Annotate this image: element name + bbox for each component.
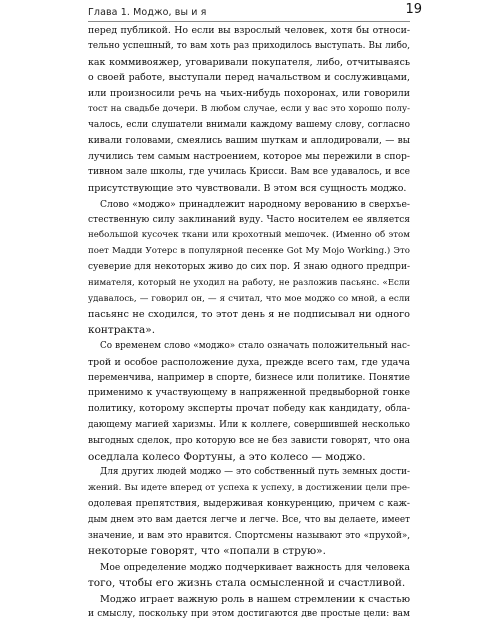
text-line: перед публикой. Но если вы взрослый человек, хотя бы относи- bbox=[88, 25, 410, 36]
text-line: некоторые говорят, что «попали в струю». bbox=[88, 545, 326, 558]
text-line: жений. Вы идете вперед от успеха к успеху, в достижении цели пре- bbox=[88, 483, 410, 494]
text-line: удавалось, — говорил он, — я считал, что мое моджо со мной, а если bbox=[88, 293, 410, 304]
text-line: того, чтобы его жизнь стала осмысленной и счастливой. bbox=[88, 576, 406, 589]
text-line: нимателя, который не уходил на работу, не разложив пасьянс. «Если bbox=[88, 277, 410, 288]
text-line: трой и особое расположение духа, прежде всего там, где удача bbox=[88, 356, 410, 368]
text-line: дающему магией харизмы. Или к коллеге, совершившей несколько bbox=[88, 419, 410, 430]
text-line: как коммивояжер, уговаривали покупателя, либо, отчитываясь bbox=[88, 56, 410, 68]
text-line: переменчива, например в спорте, бизнесе или политике. Понятие bbox=[88, 372, 410, 383]
header-rule bbox=[88, 21, 410, 22]
text-line: чалось, если слушатели внимали каждому вашему слову, согласно bbox=[88, 119, 410, 130]
text-line: значение, и вам это нравится. Спортсмены называют это «прухой», bbox=[88, 530, 410, 541]
text-line: применимо к участвующему в напряженной предвыборной гонке bbox=[88, 388, 410, 399]
text-line: оседлала колесо Фортуны, а это колесо — моджо. bbox=[88, 450, 366, 463]
text-line: и смыслу, поскольку при этом достигаются две простые цели: вам bbox=[88, 609, 410, 620]
text-line: небольшой кусочек ткани или крохотный мешочек. (Именно об этом bbox=[88, 230, 410, 241]
text-line: кивали головами, смеялись вашим шуткам и аплодировали, — вы bbox=[88, 135, 410, 146]
text-line: о своей работе, выступали перед начальством и сослуживцами, bbox=[88, 72, 410, 84]
text-line: контракта». bbox=[88, 324, 156, 337]
text-line: выгодных сделок, про которую все не без зависти говорят, что она bbox=[88, 435, 410, 446]
text-line: стественную силу заклинаний вуду. Часто носителем ее является bbox=[88, 214, 410, 225]
text-line: одолевая препятствия, выдерживая конкуренцию, причем с каж- bbox=[88, 498, 410, 509]
text-line: тивном зале школы, где училась Крисси. Вам все удавалось, и все bbox=[88, 167, 410, 178]
page-number: 19 bbox=[405, 2, 422, 17]
text-line: суеверие для некоторых живо до сих пор. Я знаю одного предпри- bbox=[88, 261, 410, 272]
text-line: поет Мадди Уотерс в популярной песенке Got My Mojo Working.) Это bbox=[88, 246, 410, 257]
text-line: тельно успешный, то вам хоть раз приходилось выступать. Вы либо, bbox=[88, 40, 410, 51]
text-line: присутствующие это чувствовали. В этом вся сущность моджо. bbox=[88, 182, 407, 194]
text-line: Со временем слово «моджо» стало означать положительный нас- bbox=[100, 340, 410, 351]
text-line: пасьянс не сходился, то этот день я не подписывал ни одного bbox=[88, 309, 410, 321]
text-line: тост на свадьбе дочери. В любом случае, если у вас это хорошо полу- bbox=[88, 103, 410, 114]
text-line: Слово «моджо» принадлежит народному верованию в сверхъе- bbox=[100, 198, 410, 210]
running-head: Глава 1. Моджо, вы и я bbox=[88, 7, 207, 18]
text-line: лучились тем самым настроением, которое мы пережили в спор- bbox=[88, 151, 410, 163]
text-line: Мое определение моджо подчеркивает важность для человека bbox=[100, 562, 410, 574]
text-line: Для других людей моджо — это собственный путь земных дости- bbox=[100, 467, 410, 478]
body-text bbox=[88, 23, 410, 623]
text-line: или произносили речь на чьих-нибудь похоронах, или говорили bbox=[88, 88, 410, 100]
text-line: дым днем это вам дается легче и легче. Все, что вы делаете, имеет bbox=[88, 514, 410, 525]
text-line: политику, которому эксперты прочат победу как кандидату, обла- bbox=[88, 404, 410, 415]
text-line: Моджо играет важную роль в нашем стремлении к счастью bbox=[100, 593, 410, 605]
